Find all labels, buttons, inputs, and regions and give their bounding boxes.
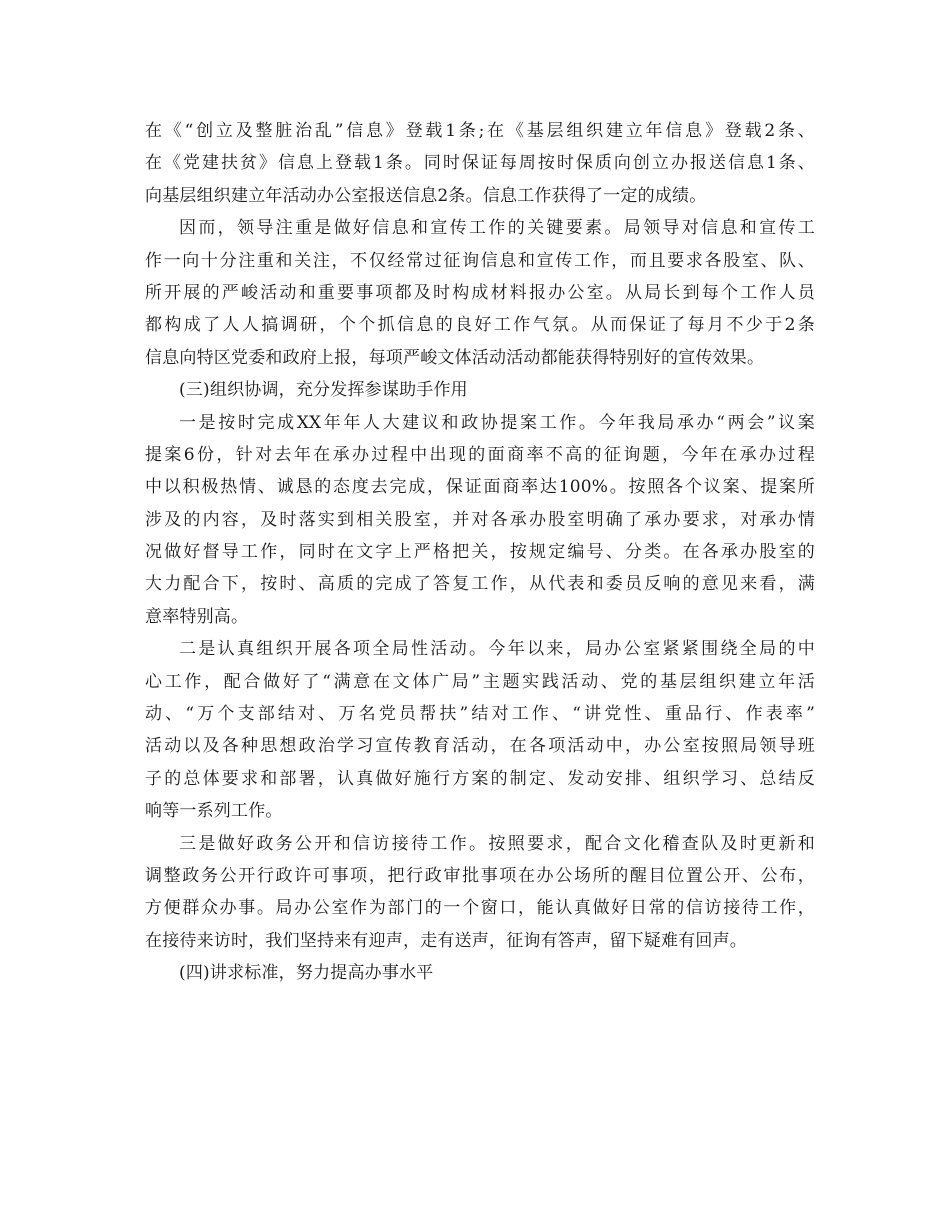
text-line: 提案6份，针对去年在承办过程中出现的面商率不高的征询题，今年在承办过程 <box>145 444 815 465</box>
text-line: 在《党建扶贫》信息上登载1条。同时保证每周按时保质向创立办报送信息1条、 <box>145 153 815 174</box>
text-line: 都构成了人人搞调研，个个抓信息的良好工作气氛。从而保证了每月不少于2条 <box>145 315 815 336</box>
section-heading: (三)组织协调，充分发挥参谋助手作用 <box>179 380 468 401</box>
text-line: 子的总体要求和部署，认真做好施行方案的制定、发动安排、组织学习、总结反 <box>145 768 815 789</box>
text-line: 在《“创立及整脏治乱”信息》登载1条;在《基层组织建立年信息》登载2条、 <box>145 121 815 141</box>
text-line: 响等一系列工作。 <box>145 801 283 822</box>
document-page <box>145 115 815 990</box>
paragraph-first-line: 因而，领导注重是做好信息和宣传工作的关键要素。局领导对信息和宣传工 <box>179 218 815 239</box>
text-line: 在接待来访时，我们坚持来有迎声，走有送声，征询有答声，留下疑难有回声。 <box>145 930 747 951</box>
paragraph-first-line: 二是认真组织开展各项全局性活动。今年以来，局办公室紧紧围绕全局的中 <box>179 639 815 660</box>
text-line: 动、“万个支部结对、万名党员帮扶”结对工作、“讲党性、重品行、作表率” <box>145 704 815 725</box>
text-line: 所开展的严峻活动和重要事项都及时构成材料报办公室。从局长到每个工作人员 <box>145 282 815 303</box>
text-line: 方便群众办事。局办公室作为部门的一个窗口，能认真做好日常的信访接待工作， <box>145 898 815 919</box>
text-line: 向基层组织建立年活动办公室报送信息2条。信息工作获得了一定的成绩。 <box>145 185 707 206</box>
text-line: 意率特别高。 <box>145 606 249 627</box>
text-line: 作一向十分注重和关注，不仅经常过征询信息和宣传工作，而且要求各股室、队、 <box>145 250 815 271</box>
text-line: 活动以及各种思想政治学习宣传教育活动，在各项活动中，办公室按照局领导班 <box>145 736 815 757</box>
paragraph-first-line: 三是做好政务公开和信访接待工作。按照要求，配合文化稽查队及时更新和 <box>179 833 815 854</box>
section-heading: (四)讲求标准，努力提高办事水平 <box>179 963 434 984</box>
text-line: 况做好督导工作，同时在文字上严格把关，按规定编号、分类。在各承办股室的 <box>145 542 815 563</box>
text-line: 大力配合下，按时、高质的完成了答复工作，从代表和委员反响的意见来看，满 <box>145 574 815 595</box>
paragraph-first-line: 一是按时完成XX年年人大建议和政协提案工作。今年我局承办“两会”议案 <box>179 412 815 433</box>
text-line: 信息向特区党委和政府上报，每项严峻文体活动活动都能获得特别好的宣传效果。 <box>145 347 765 368</box>
text-line: 心工作，配合做好了“满意在文体广局”主题实践活动、党的基层组织建立年活 <box>145 671 815 692</box>
text-line: 涉及的内容，及时落实到相关股室，并对各承办股室明确了承办要求，对承办情 <box>145 509 815 530</box>
text-line: 调整政务公开行政许可事项，把行政审批事项在办公场所的醒目位置公开、公布， <box>145 865 815 886</box>
text-line: 中以积极热情、诚恳的态度去完成，保证面商率达100%。按照各个议案、提案所 <box>145 477 815 498</box>
